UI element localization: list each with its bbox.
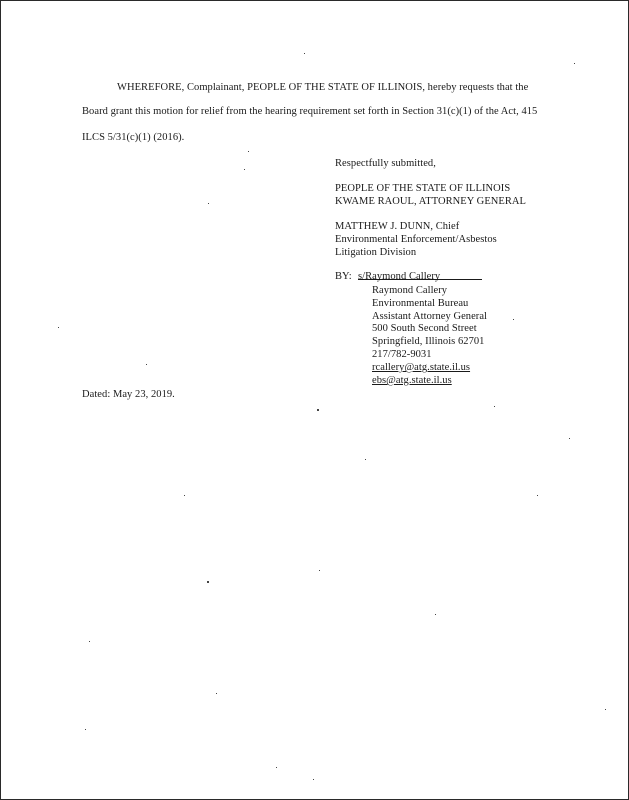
scan-speck [494, 406, 495, 407]
electronic-signature: s/Raymond Callery [358, 271, 441, 282]
scan-speck [574, 63, 575, 64]
scan-speck [276, 767, 277, 768]
closing: Respectfully submitted, [335, 158, 436, 169]
scan-speck [317, 409, 319, 411]
address-city: Springfield, Illinois 62701 [372, 336, 485, 347]
org-line-1: PEOPLE OF THE STATE OF ILLINOIS [335, 183, 511, 194]
attorney-bureau: Environmental Bureau [372, 298, 469, 309]
body-line-1: WHEREFORE, Complainant, PEOPLE OF THE STATE OF ILLINOIS, hereby requests that the [117, 82, 529, 93]
scan-speck [85, 729, 86, 730]
scan-speck [365, 459, 366, 460]
scan-speck [313, 779, 314, 780]
email-link-2[interactable]: ebs@atg.state.il.us [372, 375, 452, 386]
scan-speck [58, 327, 59, 328]
scan-speck [244, 169, 245, 170]
scan-speck [435, 614, 436, 615]
signature-line [358, 279, 482, 280]
scan-speck [207, 581, 209, 583]
phone-number: 217/782-9031 [372, 349, 432, 360]
body-line-3: ILCS 5/31(c)(1) (2016). [82, 132, 185, 143]
address-street: 500 South Second Street [372, 323, 477, 334]
scan-speck [537, 495, 538, 496]
email-link-1[interactable]: rcallery@atg.state.il.us [372, 362, 471, 373]
org-line-2: KWAME RAOUL, ATTORNEY GENERAL [335, 196, 527, 207]
scan-speck [248, 151, 249, 152]
scan-speck [208, 203, 209, 204]
by-label: BY: [335, 271, 352, 282]
scan-speck [216, 693, 217, 694]
attorney-title: Assistant Attorney General [372, 311, 488, 322]
scan-speck [569, 438, 570, 439]
scan-speck [605, 709, 606, 710]
scan-speck [319, 570, 320, 571]
scan-speck [184, 495, 185, 496]
scan-speck [146, 364, 147, 365]
chief-line-1: MATTHEW J. DUNN, Chief [335, 221, 460, 232]
scan-speck [513, 319, 514, 320]
attorney-name: Raymond Callery [372, 285, 448, 296]
scan-speck [304, 53, 305, 54]
body-line-2: Board grant this motion for relief from the hearing requirement set forth in Section 31(c)(1) of the Act, 415 [82, 106, 538, 117]
scan-speck [89, 641, 90, 642]
chief-line-3: Litigation Division [335, 247, 417, 258]
dated-line: Dated: May 23, 2019. [82, 389, 175, 400]
chief-line-2: Environmental Enforcement/Asbestos [335, 234, 497, 245]
